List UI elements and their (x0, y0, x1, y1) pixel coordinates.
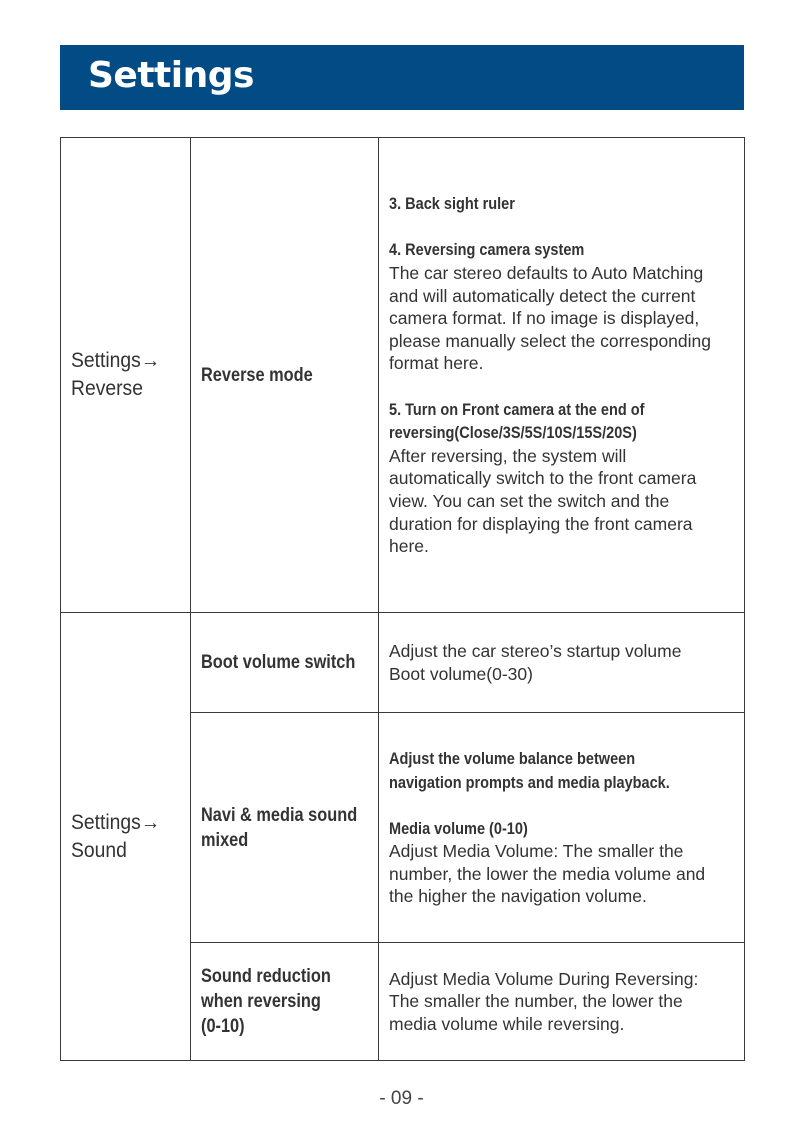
menu-path-line: Settings→ (71, 349, 161, 372)
menu-path (71, 809, 171, 865)
description-line: Adjust Media Volume: The smaller the (389, 841, 684, 862)
description-heading: 3. Back sight ruler (389, 195, 515, 214)
description-line: Adjust the car stereo’s startup volume (389, 640, 682, 661)
table-row (61, 613, 745, 713)
section-banner (60, 45, 744, 110)
menu-path-cell (61, 138, 191, 613)
description-line: Boot volume(0-30) (389, 663, 533, 684)
item-label-line: when reversing (201, 991, 321, 1012)
description-line: Adjust Media Volume During Reversing: (389, 968, 699, 989)
item-label (201, 803, 358, 853)
description-line: number, the lower the media volume and (389, 863, 706, 884)
menu-path (71, 347, 171, 403)
page-number: - 09 - (379, 1088, 424, 1109)
description-heading: 5. Turn on Front camera at the end of (389, 400, 645, 419)
description-cell (379, 943, 745, 1061)
item-description (389, 747, 734, 908)
description-line: automatically switch to the front camera (389, 468, 697, 489)
description-line: format here. (389, 353, 484, 374)
description-line: please manually select the corresponding (389, 330, 711, 351)
description-heading: 4. Reversing camera system (389, 241, 585, 260)
item-label (201, 363, 345, 388)
table-row (61, 138, 745, 613)
description-line: The smaller the number, the lower the (389, 991, 683, 1012)
menu-path-cell (61, 613, 191, 1061)
description-cell (379, 138, 745, 613)
description-cell (379, 613, 745, 713)
description-line: camera format. If no image is displayed, (389, 308, 700, 329)
item-description (389, 192, 734, 558)
item-label-cell (191, 613, 379, 713)
description-line: duration for displaying the front camera (389, 513, 693, 534)
description-cell (379, 713, 745, 943)
item-label-cell (191, 138, 379, 613)
description-line: here. (389, 536, 429, 557)
description-line: The car stereo defaults to Auto Matching (389, 263, 704, 284)
item-label-line: mixed (201, 829, 249, 851)
description-line: After reversing, the system will (389, 445, 627, 466)
description-heading: Adjust the volume balance between (389, 749, 636, 768)
page-title: Settings (88, 55, 254, 96)
description-heading: reversing(Close/3S/5S/10S/15S/20S) (389, 424, 637, 443)
item-label (201, 650, 356, 675)
description-line: the higher the navigation volume. (389, 886, 647, 907)
item-label (201, 964, 345, 1039)
item-label-line: (0-10) (201, 1016, 245, 1037)
description-line: and will automatically detect the current (389, 285, 696, 306)
menu-path-line: Settings→ (71, 810, 161, 834)
description-heading: Media volume (0-10) (389, 819, 528, 838)
item-label-cell (191, 713, 379, 943)
description-heading: navigation prompts and media playback. (389, 773, 670, 792)
menu-path-line: Reverse (71, 377, 143, 400)
description-line: media volume while reversing. (389, 1013, 625, 1034)
item-description (389, 968, 734, 1036)
description-line: view. You can set the switch and the (389, 490, 670, 511)
item-label-line: Sound reduction (201, 966, 331, 987)
item-label-line: Navi & media sound (201, 804, 358, 826)
item-label-cell (191, 943, 379, 1061)
settings-table (60, 137, 745, 1061)
item-label-line: Boot volume switch (201, 652, 356, 673)
item-description (389, 640, 734, 685)
menu-path-line: Sound (71, 838, 127, 862)
item-label-line: Reverse mode (201, 364, 313, 386)
